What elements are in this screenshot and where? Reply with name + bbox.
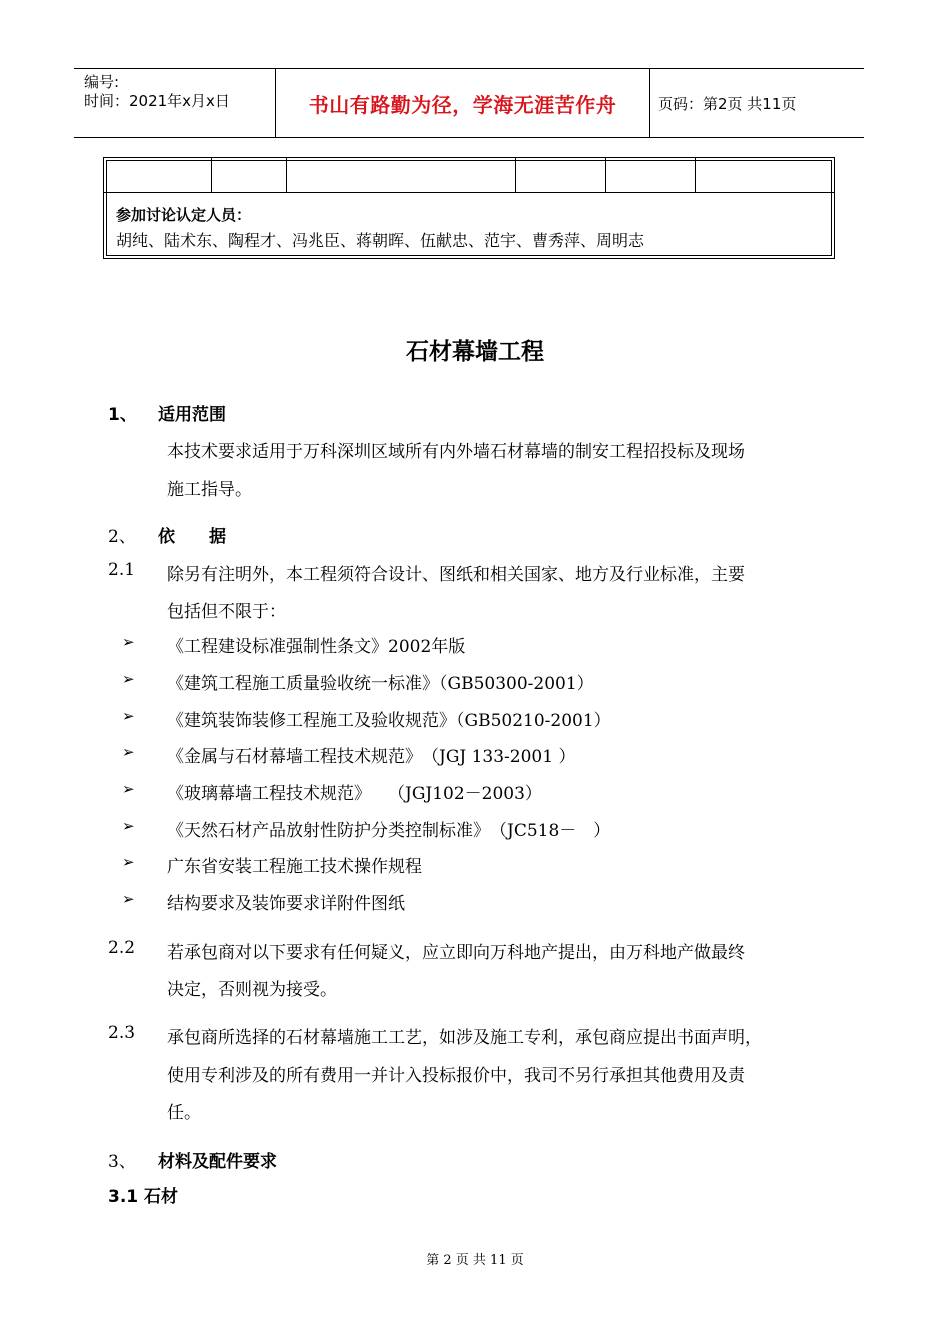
bullet-arrow-icon: ➢ [122, 890, 135, 908]
bullet-arrow-icon: ➢ [122, 853, 135, 871]
standard-list-item: 《建筑工程施工质量验收统一标准》（GB50300-2001） [167, 674, 594, 694]
page-footer: 第 2 页 共 11 页 [426, 1253, 524, 1268]
clause-2-1-text-line: 包括但不限于： [167, 602, 286, 622]
clause-2-1-number: 2.1 [108, 560, 136, 580]
table-divider [515, 158, 516, 192]
bullet-arrow-icon: ➢ [122, 670, 135, 688]
participants-table [103, 157, 835, 259]
table-divider [286, 158, 287, 192]
participants-cell [116, 202, 644, 254]
table-divider [605, 158, 606, 192]
header-meta-cell [74, 69, 276, 137]
bullet-arrow-icon: ➢ [122, 707, 135, 725]
participants-table-empty-row [104, 158, 834, 193]
clause-2-2-text-line: 决定，否则视为接受。 [167, 980, 337, 1000]
header-page-info: 页码：第2页 共11页 [658, 94, 797, 113]
document-time-label: 时间：2021年x月x日 [84, 92, 230, 110]
table-divider [695, 158, 696, 192]
document-number-label: 编号: [84, 73, 120, 91]
clause-2-3-number: 2.3 [108, 1023, 136, 1043]
clause-2-3-text-line: 任。 [167, 1103, 201, 1123]
clause-2-3-text-line: 承包商所选择的石材幕墙施工工艺，如涉及施工专利，承包商应提出书面声明， [167, 1028, 762, 1048]
page-header [74, 68, 864, 138]
section-3-number: 3、 [108, 1152, 136, 1172]
clause-2-3-text-line: 使用专利涉及的所有费用一并计入投标报价中，我司不另行承担其他费用及责 [167, 1066, 745, 1086]
standard-list-item: 结构要求及装饰要求详附件图纸 [167, 894, 405, 914]
standard-list-item: 《金属与石材幕墙工程技术规范》 （JGJ 133-2001 ） [167, 747, 576, 767]
section-1-title: 适用范围 [158, 405, 226, 425]
standard-list-item: 《建筑装饰装修工程施工及验收规范》（GB50210-2001） [167, 711, 611, 731]
bullet-arrow-icon: ➢ [122, 817, 135, 835]
standard-list-item: 广东省安装工程施工技术操作规程 [167, 857, 422, 877]
standard-list-item: 《天然石材产品放射性防护分类控制标准》 （JC518－ ） [167, 821, 611, 841]
header-motto-cell [276, 69, 650, 137]
header-motto: 书山有路勤为径，学海无涯苦作舟 [308, 92, 617, 117]
section-1-text-line: 本技术要求适用于万科深圳区域所有内外墙石材幕墙的制安工程招投标及现场 [167, 442, 745, 462]
section-2-title: 依 据 [158, 527, 226, 547]
document-title: 石材幕墙工程 [406, 339, 544, 365]
section-1-text-line: 施工指导。 [167, 480, 252, 500]
table-divider [211, 158, 212, 192]
bullet-arrow-icon: ➢ [122, 780, 135, 798]
participants-label: 参加讨论认定人员： [116, 206, 252, 224]
standard-list-item: 《玻璃幕墙工程技术规范》 （JGJ102－2003） [167, 784, 542, 804]
subsection-3-1-title: 3.1 石材 [108, 1187, 179, 1207]
standard-list-item: 《工程建设标准强制性条文》2002年版 [167, 637, 466, 657]
participants-names: 胡纯、陆术东、陶程才、冯兆臣、蒋朝晖、伍献忠、范宇、曹秀萍、周明志 [116, 231, 645, 250]
section-2-number: 2、 [108, 527, 136, 547]
clause-2-1-text-line: 除另有注明外，本工程须符合设计、图纸和相关国家、地方及行业标准，主要 [167, 565, 745, 585]
clause-2-2-text-line: 若承包商对以下要求有任何疑义，应立即向万科地产提出，由万科地产做最终 [167, 943, 745, 963]
bullet-arrow-icon: ➢ [122, 633, 135, 651]
clause-2-2-number: 2.2 [108, 938, 136, 958]
section-3-title: 材料及配件要求 [158, 1152, 277, 1172]
bullet-arrow-icon: ➢ [122, 743, 135, 761]
section-1-number: 1、 [108, 405, 137, 425]
